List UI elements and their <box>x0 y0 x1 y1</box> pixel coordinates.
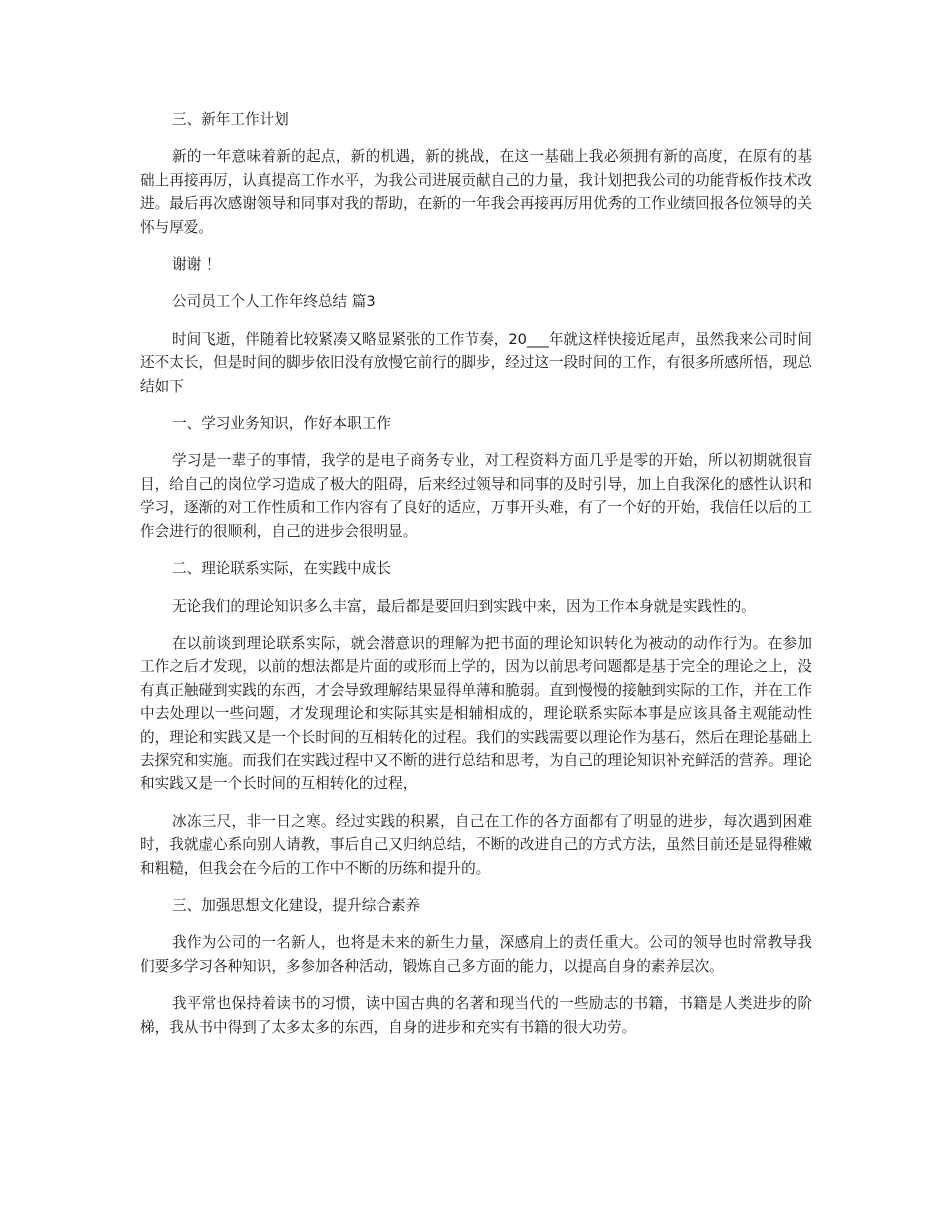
paragraph-culture-1: 我作为公司的一名新人，也将是未来的新生力量，深感肩上的责任重大。公司的领导也时常教导我们要多学习各种知识，多参加各种活动，锻炼自己多方面的能力，以提高自身的素养层次。 <box>140 934 812 975</box>
section-heading-culture: 三、加强思想文化建设，提升综合素养 <box>172 896 421 914</box>
paragraph-intro: 时间飞逝，伴随着比较紧凑又略显紧张的工作节奏，20___年就这样快接近尾声，虽然我来公司时间还不太长，但是时间的脚步依旧没有放慢它前行的脚步，经过这一段时间的工作，有很多所感所悟，现总结如下 <box>140 330 812 395</box>
article-title: 公司员工个人工作年终总结 篇3 <box>172 293 376 311</box>
paragraph-practice-2: 在以前谈到理论联系实际，就会潜意识的理解为把书面的理论知识转化为被动的动作行为。在参加工作之后才发现，以前的想法都是片面的或形而上学的，因为以前思考问题都是基于完全的理论之上，没有真正触碰到实践的东西，才会导致理解结果显得单薄和脆弱。直到慢慢的接触到实际的工作，并在工作中去处理以一些问题，才发现理论和实际其实是相辅相成的，理论联系实际本事是应该具备主观能动性的，理论和实践又是一个长时间的互相转化的过程。我们的实践需要以理论作为基石，然后在理论基础上去探究和实施。而我们在实践过程中又不断的进行总结和思考，为自己的理论知识补充鲜活的营养。理论和实践又是一个长时间的互相转化的过程， <box>140 634 812 793</box>
thanks-line: 谢谢 ！ <box>172 256 221 274</box>
paragraph-practice-3: 冰冻三尺，非一日之寒。经过实践的积累，自己在工作的各方面都有了明显的进步，每次遇到困难时，我就虚心系向别人请教，事后自己又归纳总结，不断的改进自己的方式方法，虽然目前还是显得稚嫩和粗糙，但我会在今后的工作中不断的历练和提升的。 <box>140 812 812 877</box>
paragraph-study: 学习是一辈子的事情，我学的是电子商务专业，对工程资料方面几乎是零的开始，所以初期就很盲目，给自己的岗位学习造成了极大的阻碍，后来经过领导和同事的及时引导，加上自我深化的感性认识和学习，逐渐的对工作性质和工作内容有了良好的适应，万事开头难，有了一个好的开始，我信任以后的工作会进行的很顺利，自己的进步会很明显。 <box>140 452 812 540</box>
section-heading-new-year-plan: 三、新年工作计划 <box>172 111 289 128</box>
section-heading-study: 一、学习业务知识，作好本职工作 <box>172 415 391 433</box>
section-heading-practice: 二、理论联系实际，在实践中成长 <box>172 560 391 578</box>
paragraph-culture-2: 我平常也保持着读书的习惯，读中国古典的名著和现当代的一些励志的书籍，书籍是人类进步的阶梯，我从书中得到了太多太多的东西，自身的进步和充实有书籍的很大功劳。 <box>140 995 812 1036</box>
paragraph-new-year-plan: 新的一年意味着新的起点，新的机遇，新的挑战，在这一基础上我必须拥有新的高度，在原有的基础上再接再厉，认真提高工作水平，为我公司进展贡献自己的力量，我计划把我公司的功能背板作技术改进。最后再次感谢领导和同事对我的帮助，在新的一年我会再接再厉用优秀的工作业绩回报各位领导的关怀与厚爱。 <box>140 148 812 236</box>
document-body <box>140 108 812 1053</box>
paragraph-practice-1: 无论我们的理论知识多么丰富，最后都是要回归到实践中来，因为工作本身就是实践性的。 <box>172 597 756 615</box>
